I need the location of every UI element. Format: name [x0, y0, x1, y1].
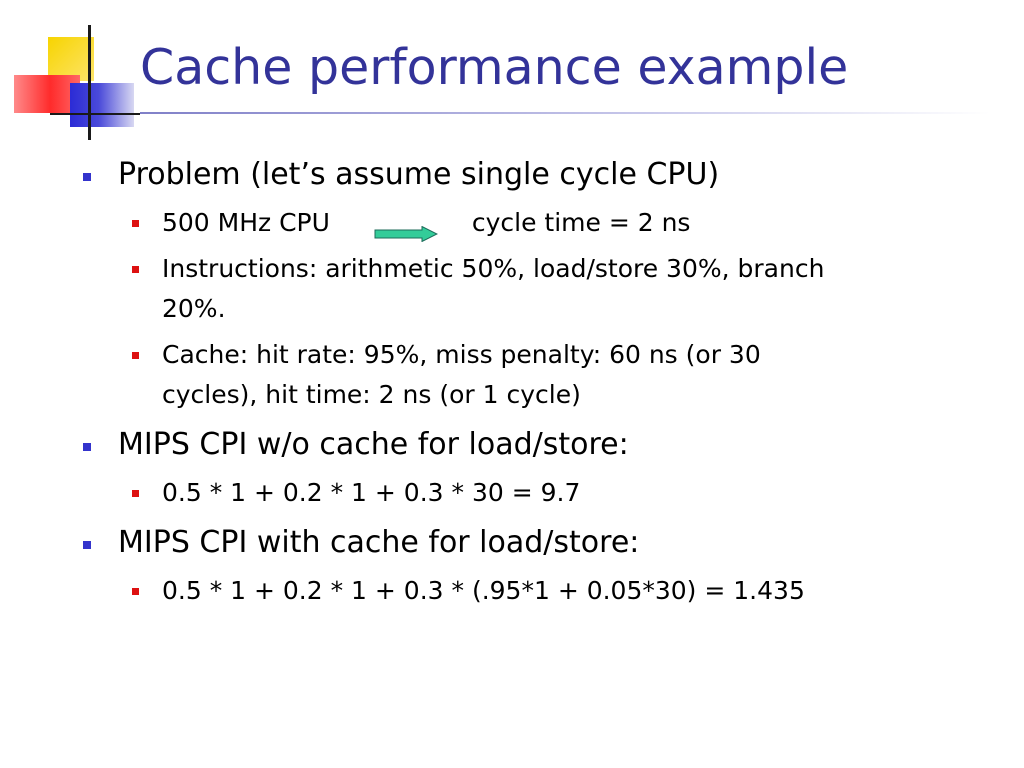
logo-horizontal-line — [50, 113, 140, 115]
sub-bullet-text-left: 500 MHz CPU — [162, 208, 330, 237]
sub-bullet-cache — [80, 335, 980, 415]
sub-bullet-instructions — [80, 249, 980, 329]
sub-bullet-cpu — [80, 203, 980, 243]
sub-bullet-text-line2: cycles), hit time: 2 ns (or 1 cycle) — [162, 380, 581, 409]
decorative-logo — [10, 25, 140, 145]
bullet-list — [80, 155, 980, 617]
logo-blue-square — [70, 83, 134, 127]
square-bullet-icon — [132, 352, 139, 359]
sub-bullet-text-line2: 20%. — [162, 294, 226, 323]
title-underline — [140, 112, 990, 114]
sub-bullet-cpi-with-cache-formula — [80, 571, 980, 611]
square-bullet-icon — [83, 541, 91, 549]
right-arrow-icon — [374, 214, 438, 230]
sub-bullet-text-line1: Cache: hit rate: 95%, miss penalty: 60 ns (or 30 — [162, 340, 761, 369]
square-bullet-icon — [132, 266, 139, 273]
bullet-text: Problem (let’s assume single cycle CPU) — [118, 157, 720, 192]
bullet-item-cpi-without-cache — [80, 425, 980, 465]
bullet-item-cpi-with-cache — [80, 523, 980, 563]
square-bullet-icon — [132, 490, 139, 497]
sub-bullet-cpi-without-cache-formula — [80, 473, 980, 513]
sub-bullet-text: 0.5 * 1 + 0.2 * 1 + 0.3 * (.95*1 + 0.05*30) = 1.435 — [162, 576, 805, 605]
bullet-text: MIPS CPI w/o cache for load/store: — [118, 427, 629, 462]
logo-vertical-line — [88, 25, 91, 140]
square-bullet-icon — [83, 443, 91, 451]
sub-bullet-text-line1: Instructions: arithmetic 50%, load/store 30%, branch — [162, 254, 825, 283]
slide-title: Cache performance example — [140, 39, 849, 96]
square-bullet-icon — [132, 588, 139, 595]
square-bullet-icon — [132, 220, 139, 227]
bullet-item-problem — [80, 155, 980, 195]
bullet-text: MIPS CPI with cache for load/store: — [118, 525, 640, 560]
sub-bullet-text-right: cycle time = 2 ns — [471, 208, 691, 237]
sub-bullet-text: 0.5 * 1 + 0.2 * 1 + 0.3 * 30 = 9.7 — [162, 478, 581, 507]
square-bullet-icon — [83, 173, 91, 181]
